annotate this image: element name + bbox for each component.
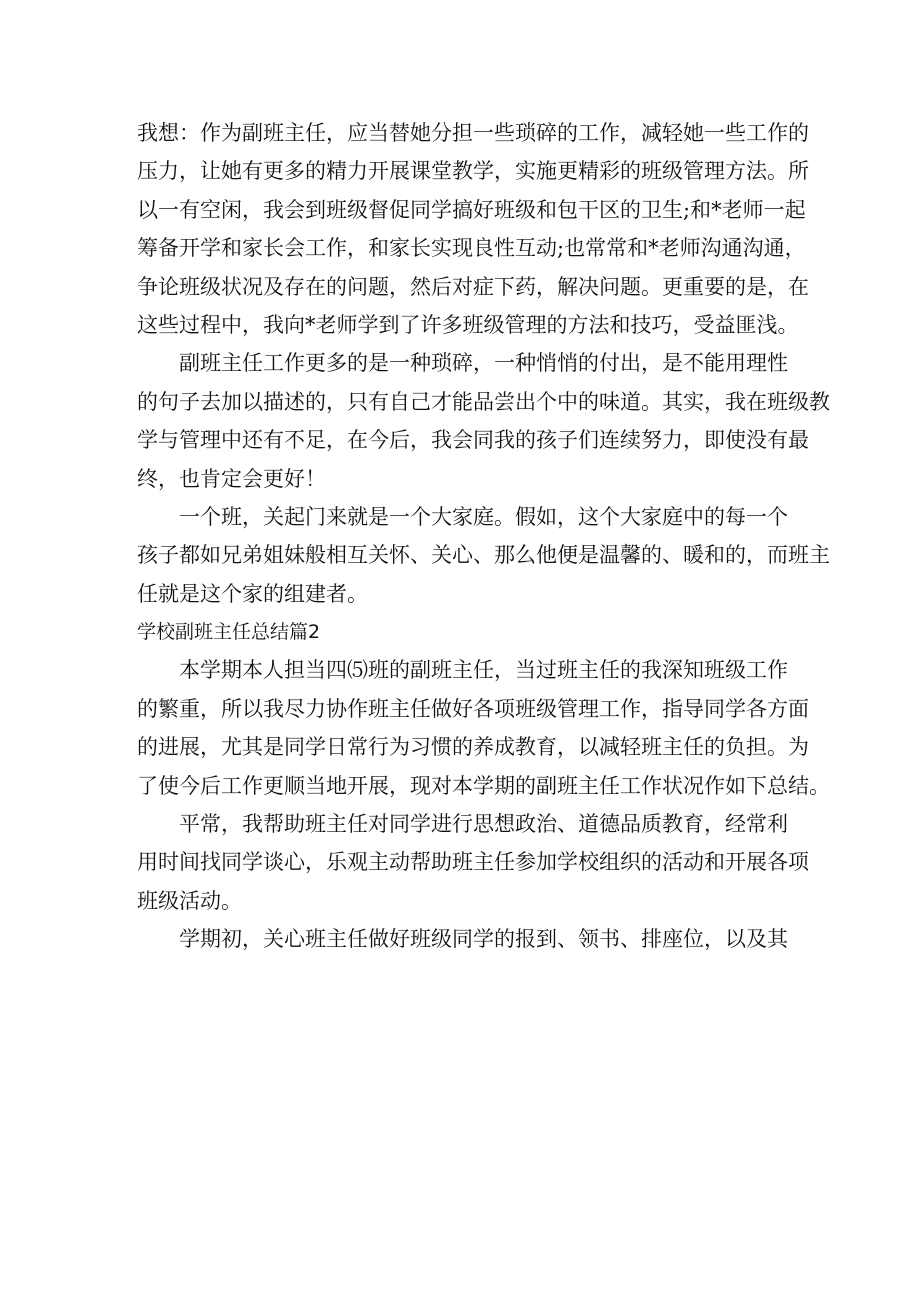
paragraph-2 — [137, 344, 830, 498]
text-line: 筹备开学和家长会工作，和家长实现良性互动;也常常和*老师沟通沟通， — [137, 236, 806, 261]
section-heading: 学校副班主任总结篇2 — [137, 621, 321, 644]
text-line: 用时间找同学谈心，乐观主动帮助班主任参加学校组织的活动和开展各项 — [137, 850, 809, 875]
text-line: 孩子都如兄弟姐妹般相互关怀、关心、那么他便是温馨的、暖和的，而班主 — [137, 543, 830, 568]
text-line: 争论班级状况及存在的问题，然后对症下药，解决问题。更重要的是，在 — [137, 274, 809, 299]
text-line: 的句子去加以描述的，只有自己才能品尝出个中的味道。其实，我在班级教 — [137, 389, 830, 414]
paragraph-6 — [137, 920, 787, 958]
text-line: 我想：作为副班主任，应当替她分担一些琐碎的工作，减轻她一些工作的 — [137, 121, 809, 145]
text-line: 学期初，关心班主任做好班级同学的报到、领书、排座位，以及其 — [179, 927, 788, 952]
paragraph-1 — [137, 114, 809, 344]
text-line: 以一有空闲，我会到班级督促同学搞好班级和包干区的卫生;和*老师一起 — [137, 197, 806, 222]
text-line: 班级活动。 — [137, 888, 242, 913]
text-line: 压力，让她有更多的精力开展课堂教学，实施更精彩的班级管理方法。所 — [137, 159, 809, 184]
text-line: 了使今后工作更顺当地开展，现对本学期的副班主任工作状况作如下总结。 — [137, 773, 830, 798]
text-line: 的进展，尤其是同学日常行为习惯的养成教育，以减轻班主任的负担。为 — [137, 735, 809, 760]
document-body — [137, 114, 830, 959]
paragraph-5 — [137, 805, 809, 920]
paragraph-3 — [137, 498, 830, 613]
text-line: 的繁重，所以我尽力协作班主任做好各项班级管理工作，指导同学各方面 — [137, 696, 809, 721]
text-line: 这些过程中，我向*老师学到了许多班级管理的方法和技巧，受益匪浅。 — [137, 312, 799, 337]
text-line: 学与管理中还有不足，在今后，我会同我的孩子们连续努力，即使没有最 — [137, 428, 809, 453]
text-line: 终，也肯定会更好！ — [137, 466, 326, 491]
text-line: 任就是这个家的组建者。 — [137, 581, 368, 606]
text-line: 一个班，关起门来就是一个大家庭。假如，这个大家庭中的每一个 — [179, 504, 788, 529]
text-line: 本学期本人担当四⑸班的副班主任，当过班主任的我深知班级工作 — [179, 658, 788, 683]
paragraph-4 — [137, 651, 830, 805]
text-line: 副班主任工作更多的是一种琐碎，一种悄悄的付出，是不能用理性 — [179, 351, 788, 376]
text-line: 平常，我帮助班主任对同学进行思想政治、道德品质教育，经常利 — [179, 812, 788, 837]
